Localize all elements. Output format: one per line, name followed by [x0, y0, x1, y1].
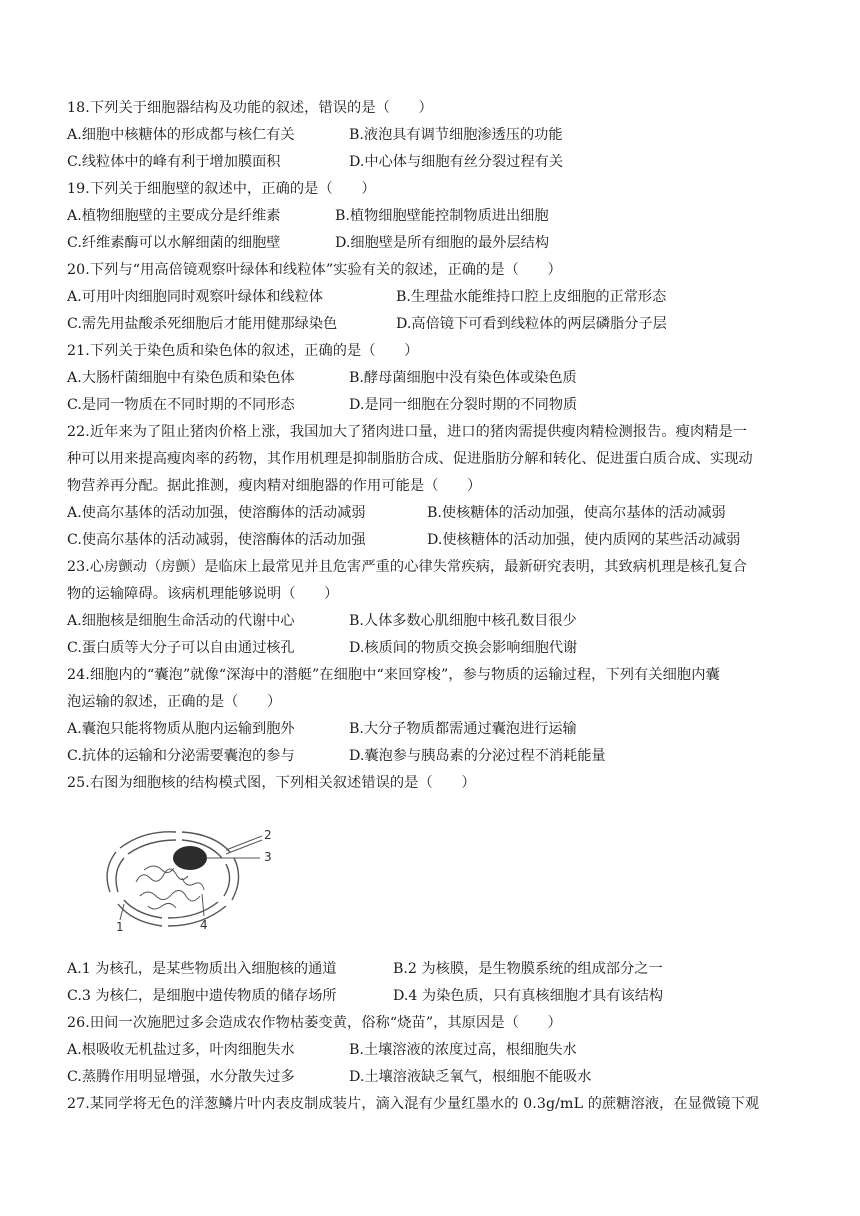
question-25-stem: 25.右图为细胞核的结构模式图，下列相关叙述错误的是（ ） — [67, 775, 476, 791]
question-26-option-d: D.土壤溶液缺乏氧气，根细胞不能吸水 — [349, 1069, 592, 1085]
question-23-option-a: A.细胞核是细胞生命活动的代谢中心 — [67, 613, 295, 629]
question-25-option-c: C.3 为核仁，是细胞中遗传物质的储存场所 — [67, 988, 337, 1004]
figure-label-2: 2 — [264, 828, 272, 842]
question-18-option-d: D.中心体与细胞有丝分裂过程有关 — [349, 154, 564, 170]
question-20-option-d: D.高倍镜下可看到线粒体的两层磷脂分子层 — [396, 316, 667, 332]
question-22-option-d: D.使核糖体的活动加强，使内质网的某些活动减弱 — [427, 532, 741, 548]
question-25-option-d: D.4 为染色质，只有真核细胞才具有该结构 — [393, 988, 664, 1004]
chromatin-threads — [136, 866, 204, 909]
question-20-stem: 20.下列与“用高倍镜观察叶绿体和线粒体”实验有关的叙述，正确的是（ ） — [67, 262, 562, 278]
question-22-stem-line-3: 物营养再分配。据此推测，瘦肉精对细胞器的作用可能是（ ） — [67, 478, 482, 494]
question-21-stem: 21.下列关于染色质和染色体的叙述，正确的是（ ） — [67, 343, 419, 359]
question-22-option-a: A.使高尔基体的活动加强，使溶酶体的活动减弱 — [67, 505, 366, 521]
question-26-option-a: A.根吸收无机盐过多，叶肉细胞失水 — [67, 1042, 295, 1058]
question-19-stem: 19.下列关于细胞壁的叙述中，正确的是（ ） — [67, 181, 376, 197]
question-19-option-c: C.纤维素酶可以水解细菌的细胞壁 — [67, 235, 281, 251]
question-24-option-c: C.抗体的运输和分泌需要囊泡的参与 — [67, 748, 295, 764]
question-26-option-b: B.土壤溶液的浓度过高，根细胞失水 — [349, 1042, 577, 1058]
question-21-option-a: A.大肠杆菌细胞中有染色质和染色体 — [67, 370, 295, 386]
question-24-option-d: D.囊泡参与胰岛素的分泌过程不消耗能量 — [349, 748, 606, 764]
question-19-option-d: D.细胞壁是所有细胞的最外层结构 — [335, 235, 550, 251]
question-20-option-b: B.生理盐水能维持口腔上皮细胞的正常形态 — [396, 289, 667, 305]
question-27-stem-line-1: 27.某同学将无色的洋葱鳞片叶内表皮制成装片，滴入混有少量红墨水的 0.3g/mL 的蔗糖溶液，在显微镜下观 — [67, 1096, 760, 1112]
question-21-option-d: D.是同一细胞在分裂时期的不同物质 — [349, 397, 578, 413]
question-25-option-a: A.1 为核孔，是某些物质出入细胞核的通道 — [67, 961, 337, 977]
question-23-option-b: B.人体多数心肌细胞中核孔数目很少 — [349, 613, 577, 629]
question-26-stem: 26.田间一次施肥过多会造成农作物枯萎变黄，俗称“烧苗”，其原因是（ ） — [67, 1015, 562, 1031]
question-18-option-a: A.细胞中核糖体的形成都与核仁有关 — [67, 127, 295, 143]
nucleus-structure-diagram — [84, 822, 284, 942]
question-24-stem-line-1: 24.细胞内的“囊泡”就像“深海中的潜艇”在细胞中“来回穿梭”，参与物质的运输过程，下列有关细胞内囊 — [67, 667, 720, 683]
nuclear-envelope — [107, 832, 238, 926]
nucleus-drawing — [84, 822, 284, 942]
nucleolus — [173, 846, 207, 870]
question-20-option-c: C.需先用盐酸杀死细胞后才能用健那绿染色 — [67, 316, 338, 332]
question-24-option-a: A.囊泡只能将物质从胞内运输到胞外 — [67, 721, 295, 737]
question-24-stem-line-2: 泡运输的叙述，正确的是（ ） — [67, 694, 282, 710]
question-21-option-b: B.酵母菌细胞中没有染色体或染色质 — [349, 370, 577, 386]
question-23-stem-line-1: 23.心房颤动（房颤）是临床上最常见并且危害严重的心律失常疾病，最新研究表明，其致病机理是核孔复合 — [67, 559, 748, 575]
figure-label-1: 1 — [116, 920, 124, 934]
question-24-option-b: B.大分子物质都需通过囊泡进行运输 — [349, 721, 577, 737]
question-26-option-c: C.蒸腾作用明显增强，水分散失过多 — [67, 1069, 295, 1085]
question-23-option-d: D.核质间的物质交换会影响细胞代谢 — [349, 640, 578, 656]
question-18-option-c: C.线粒体中的峰有利于增加膜面积 — [67, 154, 281, 170]
question-21-option-c: C.是同一物质在不同时期的不同形态 — [67, 397, 295, 413]
question-18-option-b: B.液泡具有调节细胞渗透压的功能 — [349, 127, 563, 143]
figure-label-4: 4 — [200, 918, 208, 932]
question-18-stem: 18.下列关于细胞器结构及功能的叙述，错误的是（ ） — [67, 100, 433, 116]
question-22-stem-line-1: 22.近年来为了阻止猪肉价格上涨，我国加大了猪肉进口量，进口的猪肉需提供瘦肉精检测报告。瘦肉精是一 — [67, 424, 748, 440]
question-22-stem-line-2: 种可以用来提高瘦肉率的药物，其作用机理是抑制脂肪合成、促进脂肪分解和转化、促进蛋白质合成、实现动 — [67, 451, 753, 467]
question-19-option-b: B.植物细胞壁能控制物质进出细胞 — [335, 208, 549, 224]
question-23-stem-line-2: 物的运输障碍。该病机理能够说明（ ） — [67, 586, 339, 602]
question-23-option-c: C.蛋白质等大分子可以自由通过核孔 — [67, 640, 295, 656]
question-25-option-b: B.2 为核膜，是生物膜系统的组成部分之一 — [393, 961, 663, 977]
question-22-option-b: B.使核糖体的活动加强，使高尔基体的活动减弱 — [427, 505, 726, 521]
question-22-option-c: C.使高尔基体的活动减弱，使溶酶体的活动加强 — [67, 532, 366, 548]
question-19-option-a: A.植物细胞壁的主要成分是纤维素 — [67, 208, 281, 224]
question-20-option-a: A.可用叶肉细胞同时观察叶绿体和线粒体 — [67, 289, 323, 305]
figure-label-3: 3 — [264, 850, 272, 864]
